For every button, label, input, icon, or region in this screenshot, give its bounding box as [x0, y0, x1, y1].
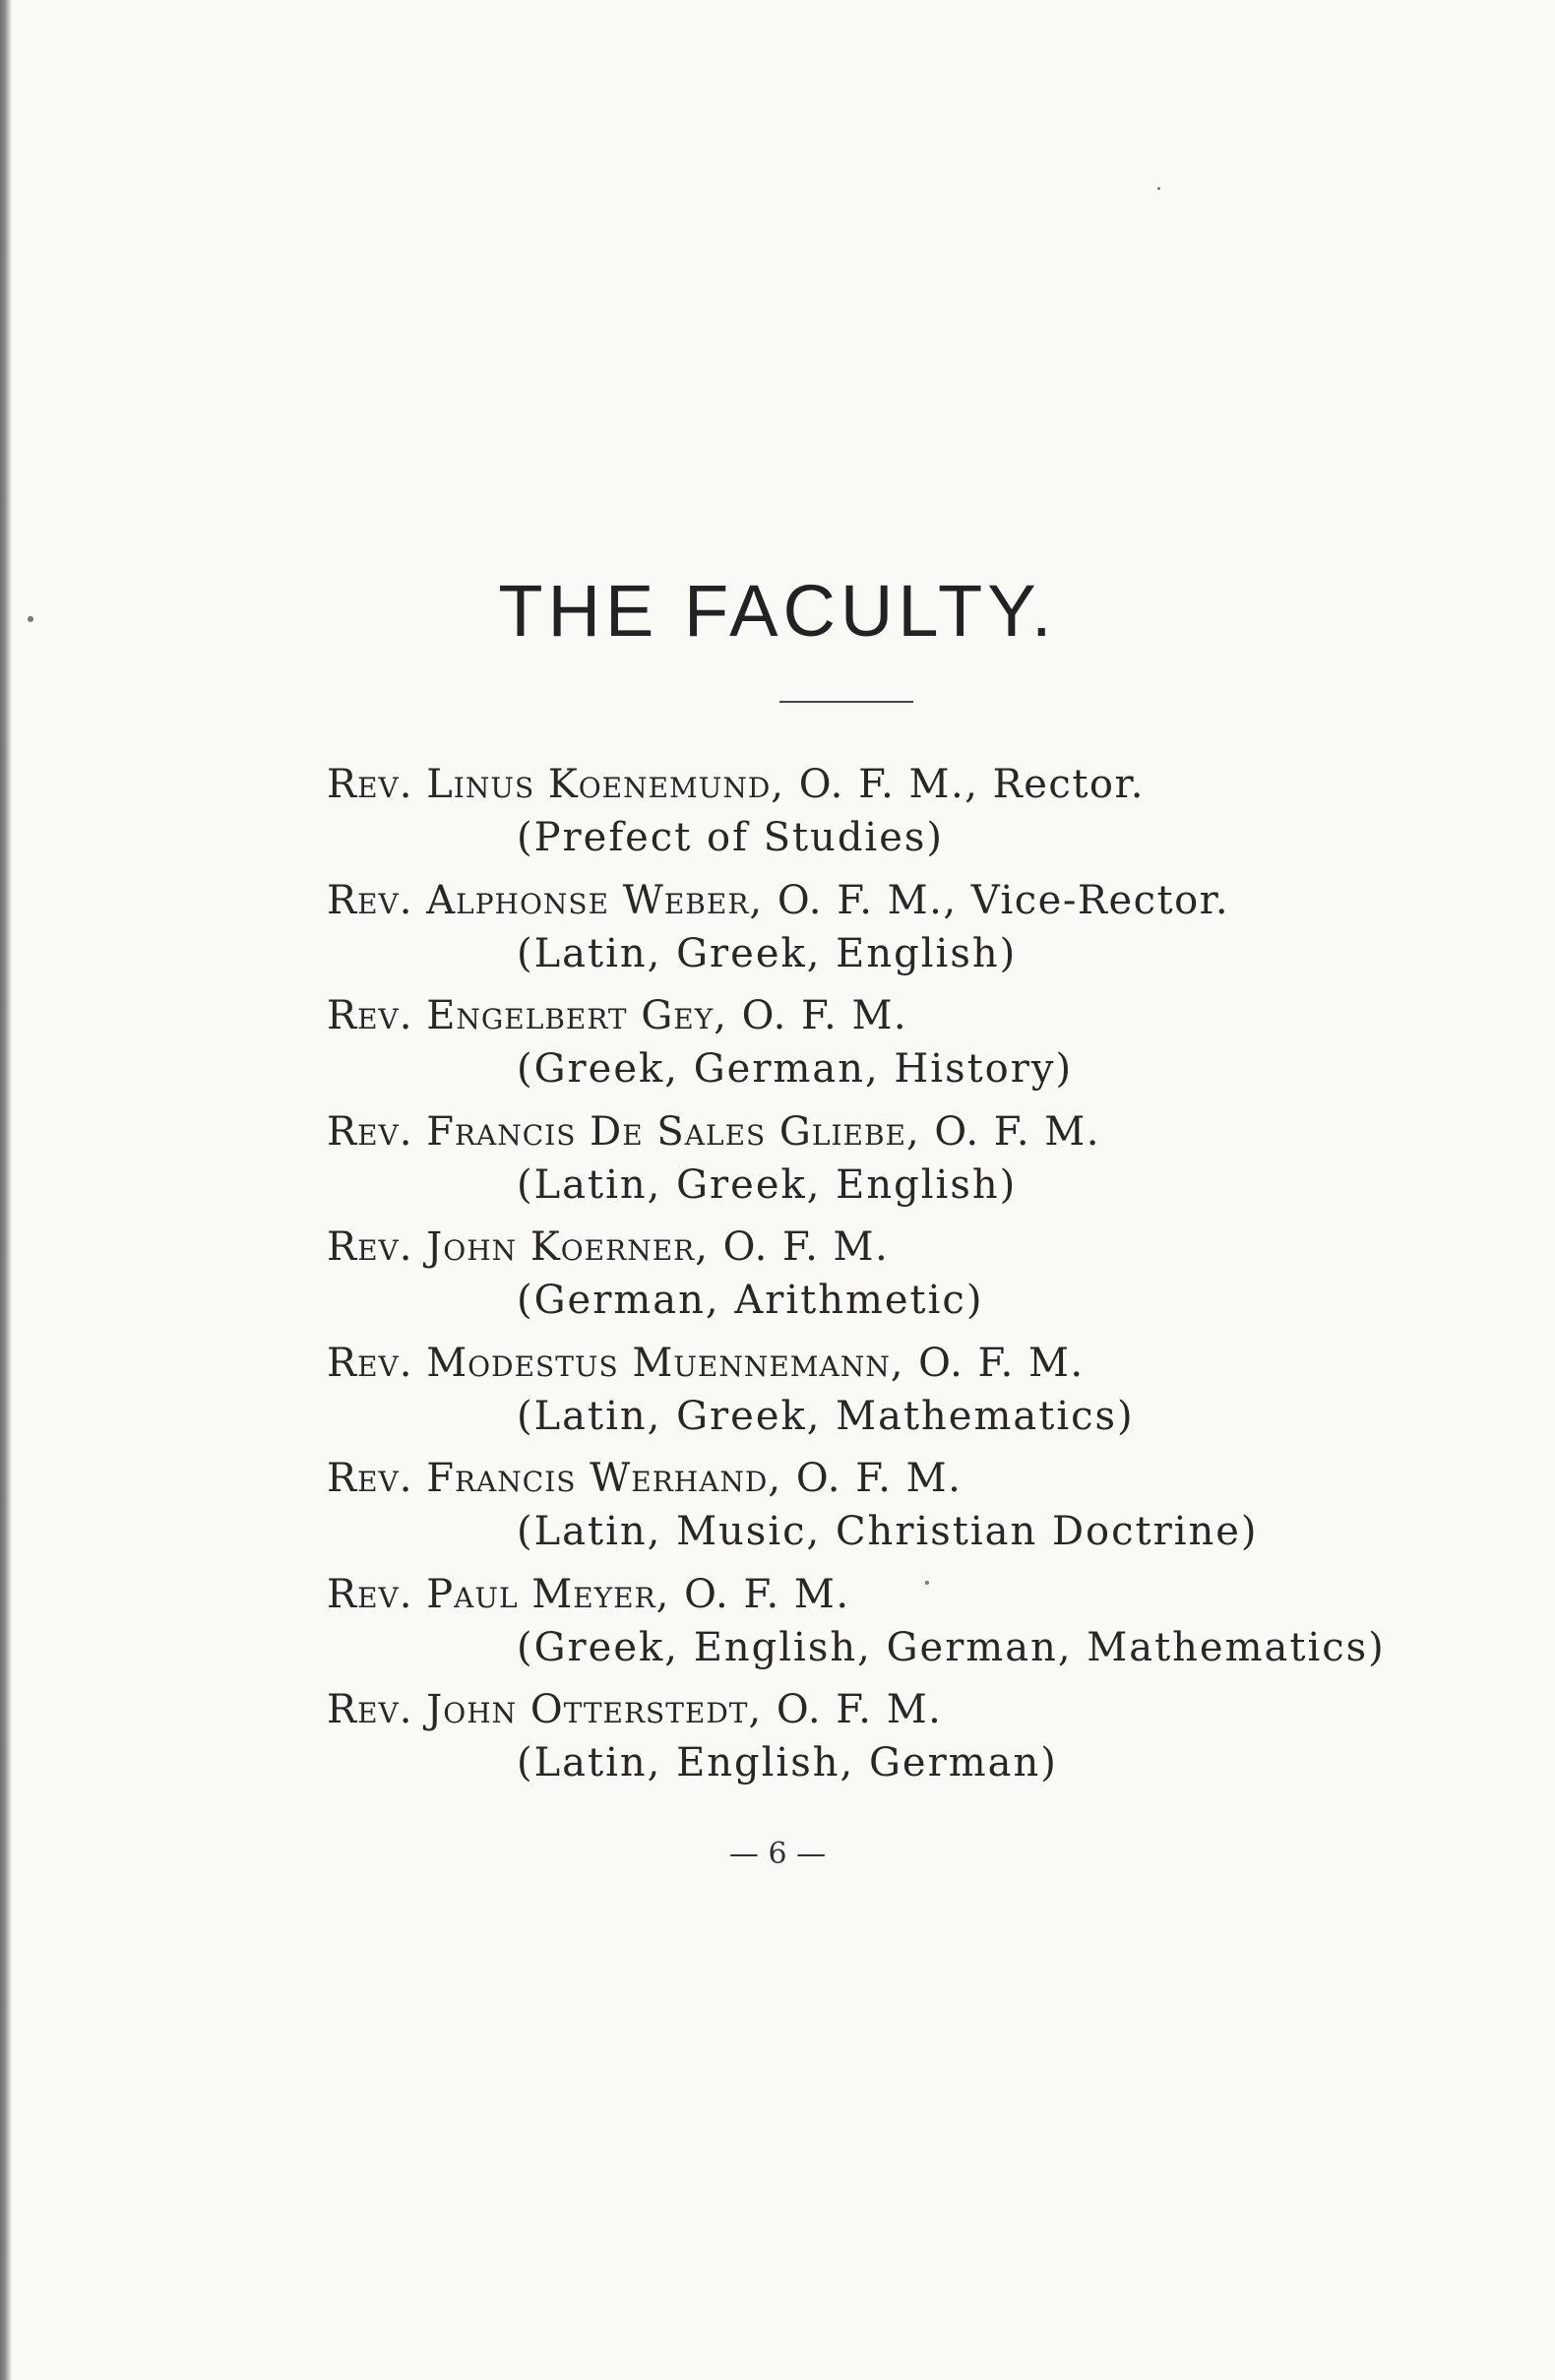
member-prefix: Rev. [327, 1687, 413, 1732]
member-line [327, 989, 1409, 1042]
title-divider [779, 701, 913, 703]
member-title: , O. F. M. [906, 1108, 1100, 1155]
member-subjects: (Prefect of Studies) [517, 815, 945, 860]
member-line [327, 1105, 1409, 1159]
member-title: , O. F. M. [768, 1456, 963, 1501]
member-name: Engelbert Gey [426, 993, 715, 1038]
member-name: John Koerner [426, 1224, 696, 1270]
paper-speck [1157, 187, 1160, 190]
member-line [327, 1337, 1409, 1390]
member-title: , O. F. M. [714, 993, 908, 1038]
faculty-member [327, 1337, 1409, 1453]
paper-speck [28, 616, 33, 622]
member-prefix: Rev. [327, 1571, 413, 1617]
page-number: — 6 — [728, 1837, 827, 1871]
member-name: Francis Werhand [426, 1456, 769, 1501]
faculty-member [327, 758, 1409, 874]
member-prefix: Rev. [327, 1224, 413, 1270]
member-subjects: (Greek, German, History) [517, 1046, 1074, 1092]
faculty-member [327, 874, 1409, 990]
page-title: THE FACULTY. [498, 570, 1057, 652]
faculty-member [327, 1452, 1409, 1568]
member-subjects: (Latin, English, German) [517, 1740, 1058, 1785]
member-prefix: Rev. [327, 877, 413, 923]
faculty-list [327, 758, 1409, 1799]
member-subjects: (German, Arithmetic) [517, 1278, 984, 1323]
faculty-member [327, 1683, 1409, 1799]
member-subjects: (Latin, Music, Christian Doctrine) [517, 1509, 1259, 1554]
member-subjects: (Latin, Greek, English) [517, 1161, 1018, 1208]
member-line [327, 874, 1409, 927]
member-title: , O. F. M. [655, 1571, 850, 1617]
member-title: , O. F. M. [695, 1224, 890, 1270]
member-line [327, 1683, 1409, 1736]
member-line [327, 1452, 1409, 1505]
faculty-member [327, 989, 1409, 1105]
binding-edge [0, 0, 12, 2380]
member-name: Linus Koenemund [426, 762, 772, 807]
member-prefix: Rev. [327, 1340, 413, 1386]
member-name: Francis De Sales Gliebe [426, 1108, 906, 1155]
member-title: , O. F. M. [890, 1340, 1085, 1386]
member-subjects: (Greek, English, German, Mathematics) [517, 1624, 1386, 1670]
member-prefix: Rev. [327, 1108, 413, 1155]
member-subjects: (Latin, Greek, Mathematics) [517, 1393, 1135, 1439]
paper-speck [925, 1581, 929, 1585]
member-line [327, 758, 1409, 811]
member-title: , O. F. M. [748, 1687, 943, 1732]
member-name: Alphonse Weber [426, 877, 750, 923]
member-name: Paul Meyer [426, 1571, 656, 1617]
member-prefix: Rev. [327, 1456, 413, 1501]
member-subjects: (Latin, Greek, English) [517, 930, 1018, 976]
member-line [327, 1568, 1409, 1621]
member-prefix: Rev. [327, 762, 413, 807]
member-title: , O. F. M., Rector. [771, 762, 1145, 807]
member-title: , O. F. M., Vice-Rector. [749, 877, 1230, 923]
member-line [327, 1221, 1409, 1274]
member-name: Modestus Muennemann [426, 1340, 891, 1386]
faculty-member [327, 1221, 1409, 1337]
member-name: John Otterstedt [426, 1687, 749, 1732]
faculty-member [327, 1105, 1409, 1221]
faculty-member [327, 1568, 1409, 1684]
member-prefix: Rev. [327, 993, 413, 1038]
